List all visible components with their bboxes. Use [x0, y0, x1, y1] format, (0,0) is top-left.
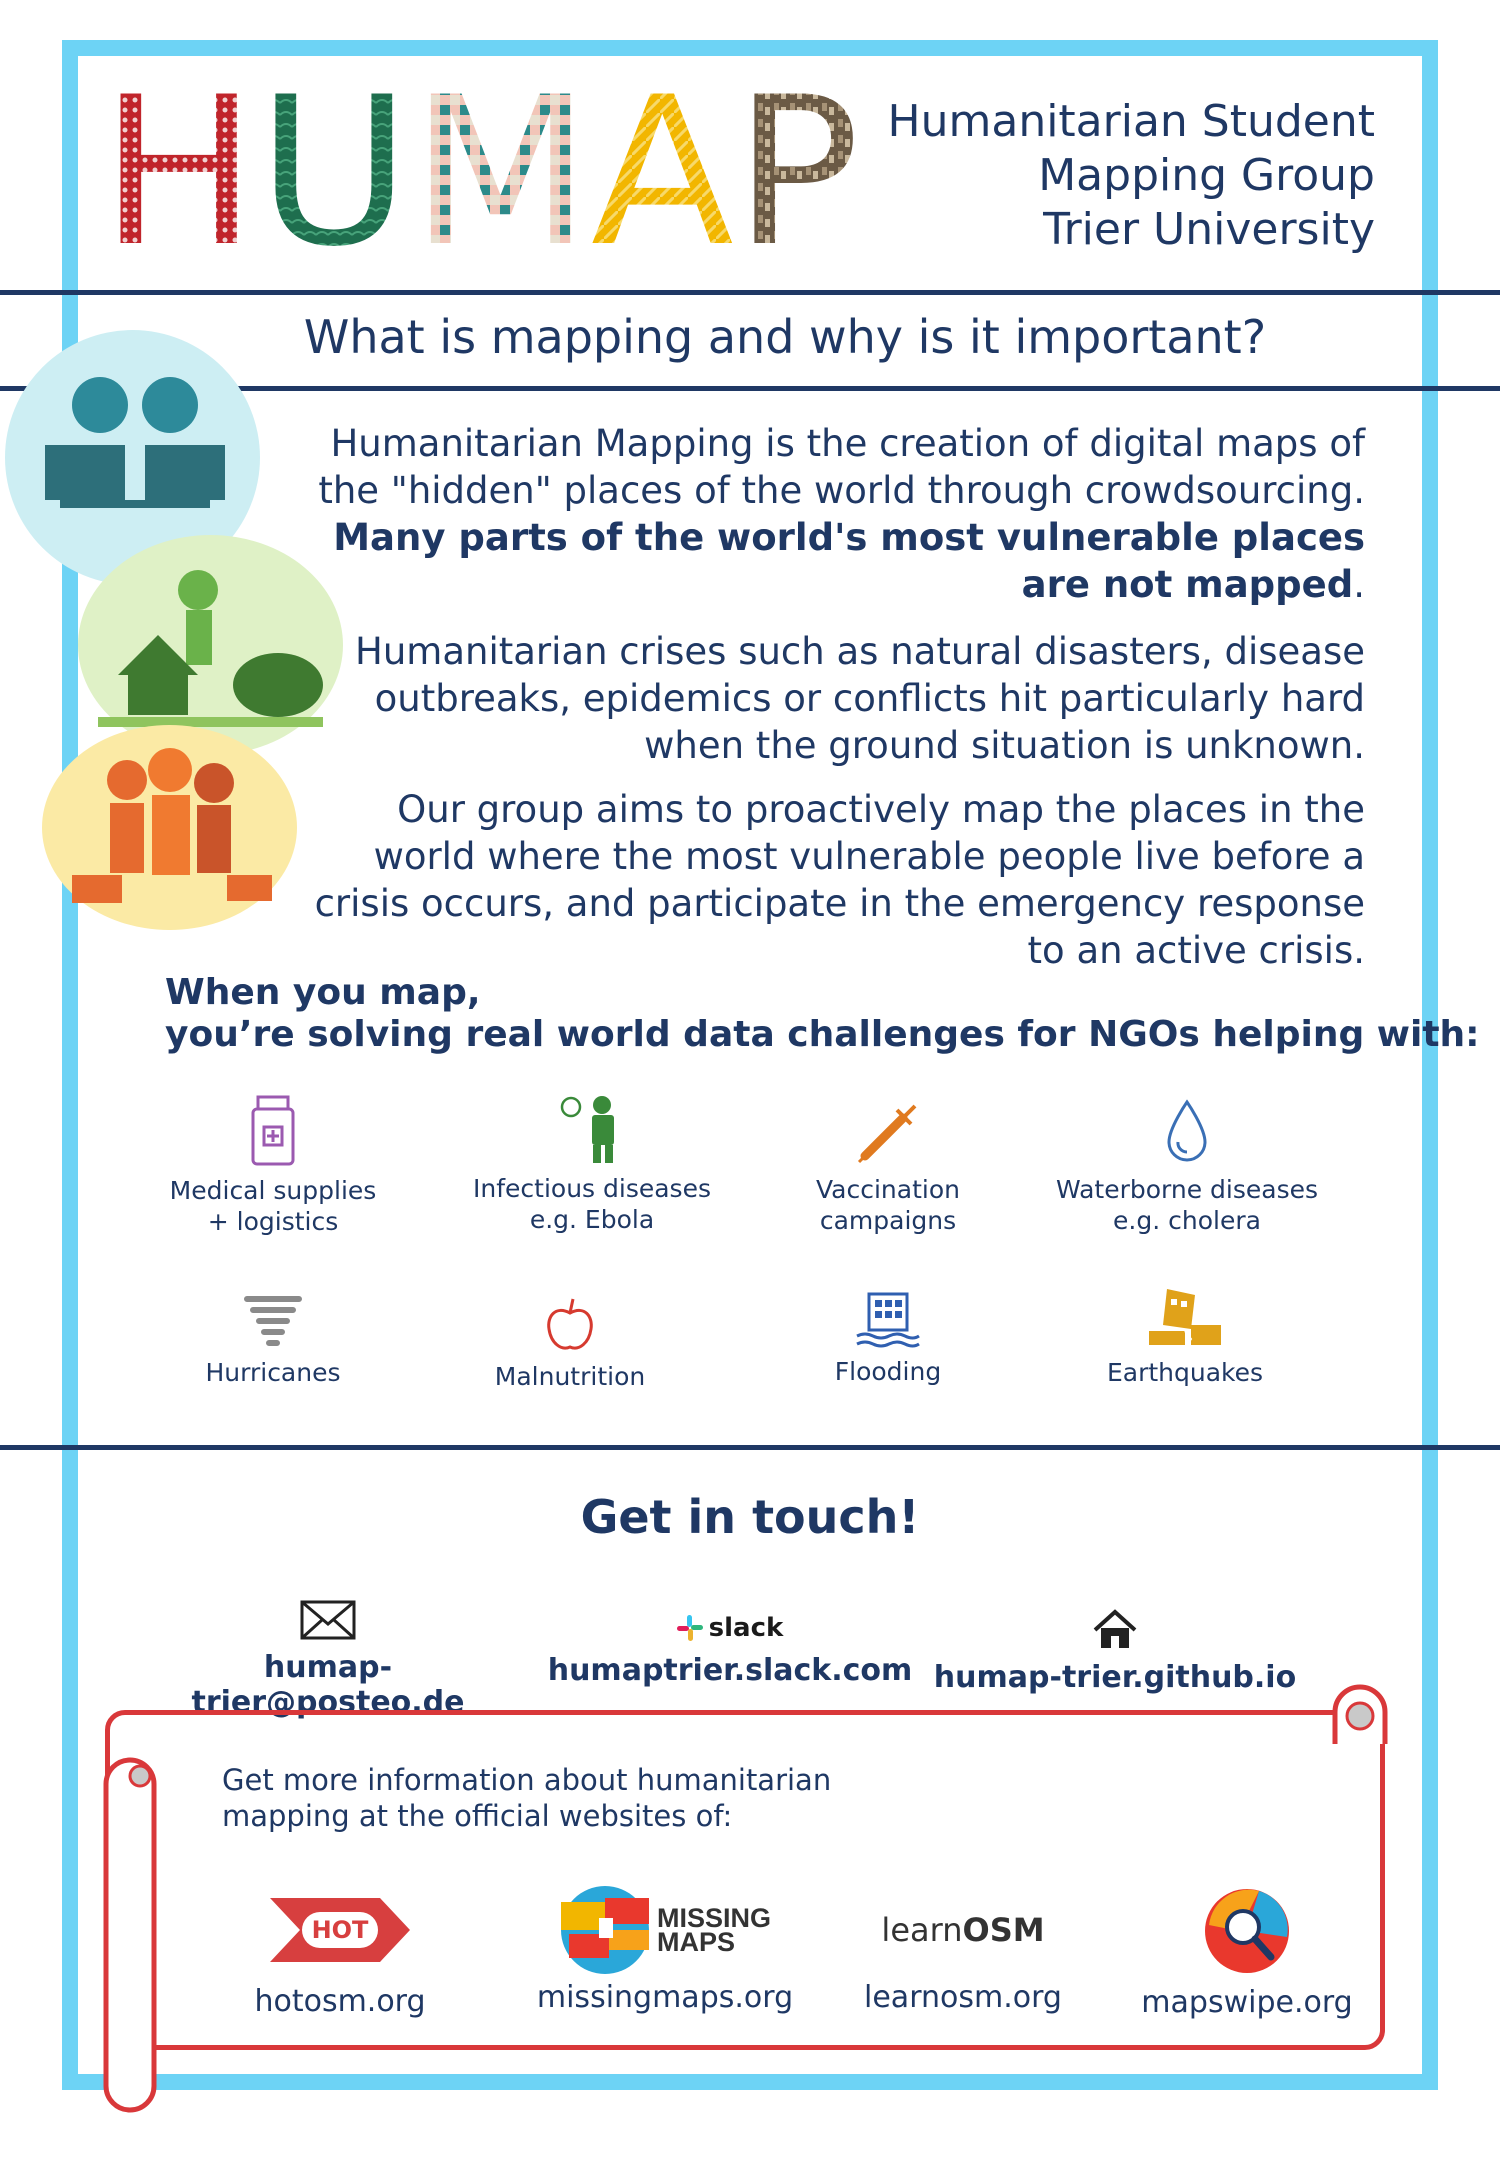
humap-logo — [100, 85, 860, 255]
email-link[interactable]: humap-trier@posteo.de — [191, 1650, 465, 1720]
more-info-text — [222, 1762, 831, 1834]
challenge-label: Vaccination — [816, 1175, 960, 1204]
missingmaps-globe-icon — [559, 1884, 651, 1976]
collapsed-building-icon — [1145, 1287, 1225, 1349]
paragraph-line: to an active crisis. — [1027, 929, 1365, 972]
challenge-label: campaigns — [819, 1206, 957, 1235]
tagline — [860, 95, 1375, 257]
when-you-map-heading — [165, 972, 1480, 1056]
hazmat-suit-icon — [557, 1093, 627, 1165]
paragraph-line: world where the most vulnerable people live before a — [373, 835, 1365, 878]
tagline-line: Humanitarian Student — [887, 96, 1375, 147]
challenge-hurricanes — [128, 1293, 418, 1388]
get-in-touch-heading: Get in touch! — [580, 1490, 920, 1544]
challenge-label: e.g. Ebola — [529, 1205, 655, 1234]
apple-icon — [545, 1295, 595, 1353]
paragraph-definition — [318, 420, 1365, 608]
hot-logo-text: HOT — [311, 1916, 369, 1944]
challenge-label: + logistics — [207, 1207, 339, 1236]
org-link[interactable]: hotosm.org — [254, 1984, 426, 2019]
org-link[interactable]: missingmaps.org — [536, 1980, 794, 2015]
people-group-icon — [42, 725, 297, 930]
challenge-label: Earthquakes — [1106, 1358, 1264, 1387]
tagline-line: Trier University — [1043, 204, 1375, 255]
medicine-bottle-icon — [248, 1095, 298, 1167]
challenge-label: Medical supplies — [169, 1176, 377, 1205]
heading-line: When you map, — [165, 972, 481, 1013]
wordmark-line: MAPS — [656, 1927, 735, 1957]
paragraph-line: Humanitarian crises such as natural disasters, disease — [355, 630, 1365, 673]
more-info-line: mapping at the official websites of: — [222, 1799, 733, 1833]
scroll-left-roll — [98, 1740, 162, 2120]
learnosm-logo-part: OSM — [962, 1911, 1045, 1949]
paragraph-line: Humanitarian Mapping is the creation of digital maps of — [330, 422, 1365, 465]
org-missingmaps[interactable] — [525, 1890, 805, 2015]
website-link[interactable]: humap-trier.github.io — [933, 1660, 1297, 1695]
flooded-building-icon — [855, 1292, 921, 1348]
hot-logo — [260, 1890, 420, 1970]
challenge-label: Waterborne diseases — [1055, 1175, 1319, 1204]
challenge-vaccination — [743, 1100, 1033, 1236]
challenge-flooding — [743, 1292, 1033, 1387]
scroll-right-roll — [1325, 1682, 1395, 1752]
illustration-field-circle — [78, 535, 343, 755]
paragraph-line: when the ground situation is unknown. — [644, 724, 1365, 767]
contact-slack[interactable] — [530, 1613, 930, 1688]
challenge-label: Flooding — [834, 1357, 942, 1386]
syringe-icon — [855, 1100, 921, 1166]
tornado-icon — [243, 1293, 303, 1349]
paragraph-line: Our group aims to proactively map the places in the — [397, 788, 1365, 831]
tagline-line: Mapping Group — [1038, 150, 1375, 201]
paragraph-line: the "hidden" places of the world through crowdsourcing. — [318, 469, 1365, 512]
org-link[interactable]: learnosm.org — [864, 1980, 1062, 2015]
missingmaps-wordmark — [656, 1903, 771, 1957]
paragraph-emphasis: are not mapped — [1021, 563, 1354, 606]
slack-wordmark: slack — [708, 1613, 784, 1643]
paragraph-line: outbreaks, epidemics or conflicts hit particularly hard — [374, 677, 1365, 720]
org-mapswipe[interactable] — [1107, 1885, 1387, 2020]
learnosm-logo-part: learn — [881, 1911, 963, 1949]
challenge-infectious — [447, 1093, 737, 1235]
paragraph-crises — [355, 628, 1365, 769]
mapswipe-logo — [1199, 1885, 1295, 1975]
divider — [0, 1445, 1500, 1450]
challenge-earthquakes — [1040, 1287, 1330, 1388]
org-hot[interactable] — [200, 1890, 480, 2019]
learnosm-logo — [823, 1890, 1103, 1970]
org-learnosm[interactable] — [823, 1890, 1103, 2015]
wordmark-line: MISSING — [656, 1903, 771, 1933]
section-title: What is mapping and why is it important? — [303, 310, 1267, 364]
challenge-waterborne — [1042, 1098, 1332, 1236]
challenge-medical — [128, 1095, 418, 1237]
home-icon — [1091, 1608, 1139, 1650]
paragraph-emphasis: Many parts of the world's most vulnerable places — [333, 516, 1365, 559]
paragraph-punct: . — [1353, 563, 1365, 606]
org-link[interactable]: mapswipe.org — [1141, 1985, 1353, 2020]
divider — [0, 290, 1500, 295]
slack-link[interactable]: humaptrier.slack.com — [547, 1653, 913, 1688]
envelope-icon — [300, 1600, 356, 1640]
illustration-people-circle — [42, 725, 297, 930]
contact-email[interactable] — [128, 1600, 528, 1720]
challenge-malnutrition — [425, 1295, 715, 1392]
paragraph-aims — [315, 786, 1365, 974]
challenge-label: Infectious diseases — [473, 1174, 711, 1203]
challenge-label: e.g. cholera — [1113, 1206, 1261, 1235]
slack-icon — [677, 1615, 703, 1641]
water-drop-icon — [1165, 1098, 1209, 1166]
challenge-label: Hurricanes — [205, 1358, 341, 1387]
more-info-line: Get more information about humanitarian — [222, 1763, 832, 1797]
challenge-label: Malnutrition — [494, 1362, 646, 1391]
heading-line: you’re solving real world data challenges for NGOs helping with: — [165, 1014, 1480, 1055]
svg-text:HUMAP: HUMAP — [100, 85, 858, 255]
field-worker-icon — [78, 535, 343, 755]
paragraph-line: crisis occurs, and participate in the emergency response — [314, 882, 1365, 925]
contact-website[interactable] — [915, 1608, 1315, 1695]
